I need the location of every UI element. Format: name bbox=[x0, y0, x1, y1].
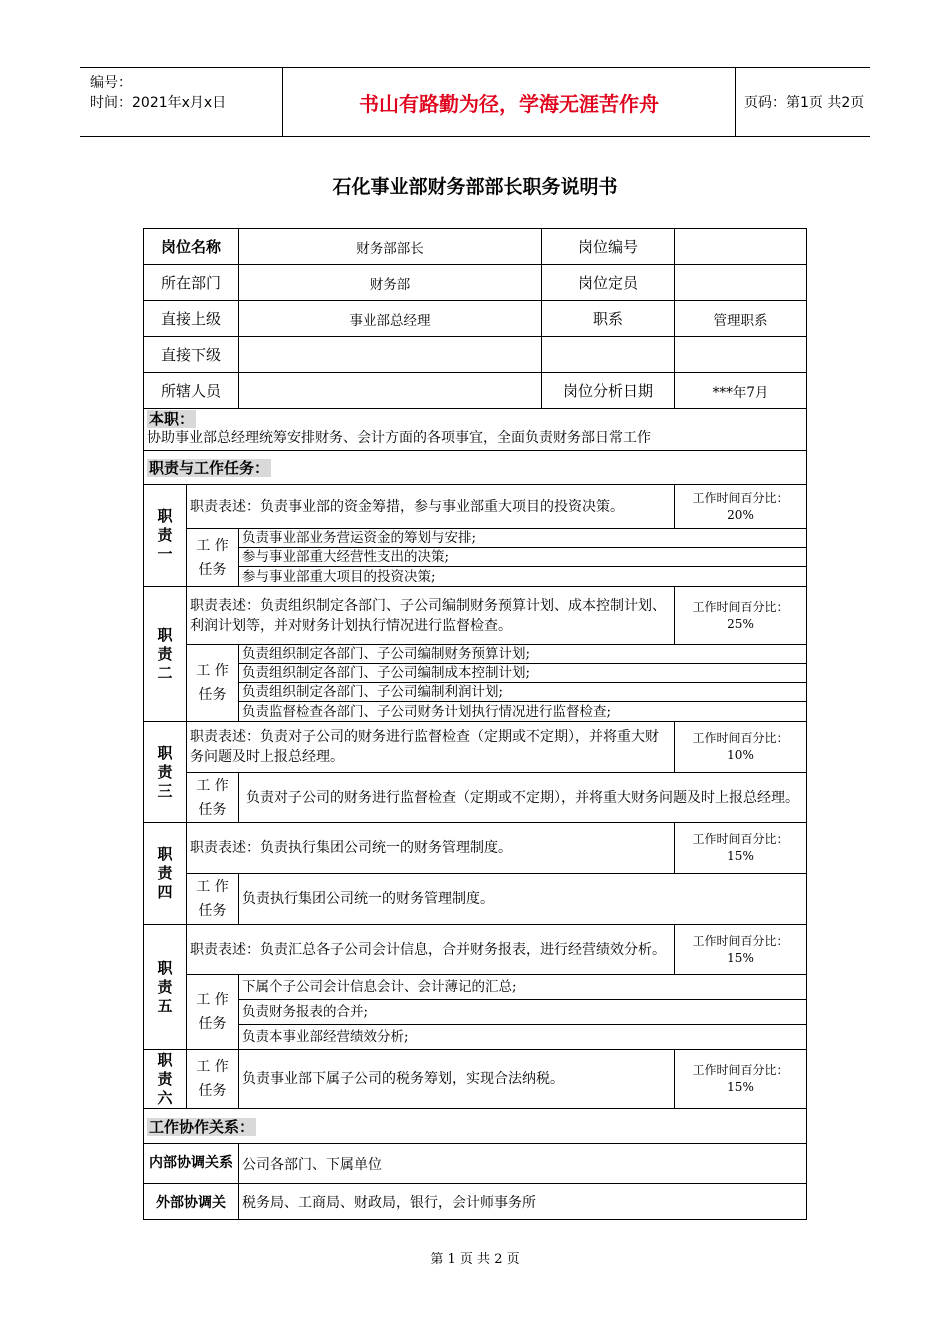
duty-desc-row bbox=[144, 925, 807, 975]
task-label: 工 作 任务 bbox=[187, 1050, 239, 1109]
task-item: 负责组织制定各部门、子公司编制成本控制计划; bbox=[239, 664, 807, 683]
duty-time-percent: 工作时间百分比： 25% bbox=[675, 587, 807, 645]
header-meta bbox=[80, 68, 282, 136]
task-row bbox=[144, 975, 807, 1000]
basic-row bbox=[144, 265, 807, 301]
field-value: 管理职系 bbox=[675, 301, 807, 337]
external-row bbox=[144, 1184, 807, 1220]
role-text: 协助事业部总经理统筹安排财务、会计方面的各项事宜，全面负责财务部日常工作 bbox=[147, 430, 651, 446]
duty-description: 职责表述：负责汇总各子公司会计信息，合并财务报表，进行经营绩效分析。 bbox=[187, 925, 675, 975]
field-value: 财务部部长 bbox=[239, 229, 542, 265]
task-item: 负责组织制定各部门、子公司编制利润计划; bbox=[239, 683, 807, 702]
task-item: 负责执行集团公司统一的财务管理制度。 bbox=[239, 874, 807, 925]
field-label: 岗位分析日期 bbox=[542, 373, 675, 409]
header-page-number: 页码：第1页 共2页 bbox=[744, 95, 865, 111]
header-motto: 书山有路勤为径，学海无涯苦作舟 bbox=[282, 68, 736, 136]
task-item: 负责组织制定各部门、子公司编制财务预算计划; bbox=[239, 645, 807, 664]
task-item: 负责事业部下属子公司的税务筹划，实现合法纳税。 bbox=[239, 1050, 675, 1109]
duty-desc-row bbox=[144, 722, 807, 773]
basic-row bbox=[144, 229, 807, 265]
duty-time-percent: 工作时间百分比： 20% bbox=[675, 485, 807, 529]
field-value bbox=[239, 337, 542, 373]
task-label: 工 作 任务 bbox=[187, 874, 239, 925]
field-value: 财务部 bbox=[239, 265, 542, 301]
duty-desc-row bbox=[144, 485, 807, 529]
field-value bbox=[675, 265, 807, 301]
task-row bbox=[144, 1000, 807, 1025]
basic-row bbox=[144, 373, 807, 409]
duty-name: 职责六 bbox=[144, 1050, 187, 1109]
duty-desc-row bbox=[144, 587, 807, 645]
task-item: 负责监督检查各部门、子公司财务计划执行情况进行监督检查; bbox=[239, 702, 807, 722]
field-label: 直接上级 bbox=[144, 301, 239, 337]
internal-label: 内部协调关系 bbox=[144, 1144, 239, 1184]
duty-name: 职责五 bbox=[144, 925, 187, 1050]
duty-name: 职责四 bbox=[144, 823, 187, 925]
task-row bbox=[144, 548, 807, 567]
duty-time-percent: 工作时间百分比： 15% bbox=[675, 1050, 807, 1109]
field-value bbox=[675, 229, 807, 265]
task-label: 工 作 任务 bbox=[187, 645, 239, 722]
duty-name: 职责一 bbox=[144, 485, 187, 587]
duty-description: 职责表述：负责执行集团公司统一的财务管理制度。 bbox=[187, 823, 675, 874]
duty-description: 职责表述：负责对子公司的财务进行监督检查（定期或不定期），并将重大财务问题及时上报总经理。 bbox=[187, 722, 675, 773]
task-item: 负责对子公司的财务进行监督检查（定期或不定期），并将重大财务问题及时上报总经理。 bbox=[239, 773, 807, 823]
duty-time-percent: 工作时间百分比： 15% bbox=[675, 925, 807, 975]
task-label: 工 作 任务 bbox=[187, 773, 239, 823]
field-value bbox=[675, 337, 807, 373]
duties-header-row bbox=[144, 451, 807, 485]
duty-time-percent: 工作时间百分比： 15% bbox=[675, 823, 807, 874]
task-row bbox=[144, 683, 807, 702]
page-footer: 第 1 页 共 2 页 bbox=[430, 1252, 520, 1267]
basic-row bbox=[144, 301, 807, 337]
role-row bbox=[144, 409, 807, 451]
field-value: 事业部总经理 bbox=[239, 301, 542, 337]
doc-time-label: 时间：2021年x月x日 bbox=[90, 95, 227, 111]
field-label bbox=[542, 337, 675, 373]
duty-time-percent: 工作时间百分比： 10% bbox=[675, 722, 807, 773]
page-header bbox=[80, 67, 870, 137]
task-item: 负责财务报表的合并; bbox=[239, 1000, 807, 1025]
duties-header: 职责与工作任务： bbox=[144, 451, 807, 485]
task-row bbox=[144, 773, 807, 823]
role-cell bbox=[144, 409, 807, 451]
field-label: 职系 bbox=[542, 301, 675, 337]
task-row bbox=[144, 529, 807, 548]
role-label: 本职： bbox=[149, 410, 195, 428]
field-label: 直接下级 bbox=[144, 337, 239, 373]
field-value: ***年7月 bbox=[675, 373, 807, 409]
doc-number-label: 编号： bbox=[90, 75, 132, 91]
internal-value: 公司各部门、下属单位 bbox=[239, 1144, 807, 1184]
document-title: 石化事业部财务部部长职务说明书 bbox=[332, 176, 618, 198]
task-item: 参与事业部重大项目的投资决策; bbox=[239, 567, 807, 587]
duty-description: 职责表述：负责事业部的资金筹措，参与事业部重大项目的投资决策。 bbox=[187, 485, 675, 529]
cooperation-header-row bbox=[144, 1109, 807, 1144]
duty-name: 职责三 bbox=[144, 722, 187, 823]
duty-desc-row bbox=[144, 1050, 807, 1109]
task-item: 下属个子公司会计信息会计、会计薄记的汇总; bbox=[239, 975, 807, 1000]
external-label: 外部协调关 bbox=[144, 1184, 239, 1220]
task-label: 工 作 任务 bbox=[187, 975, 239, 1050]
field-label: 所在部门 bbox=[144, 265, 239, 301]
field-label: 岗位编号 bbox=[542, 229, 675, 265]
field-label: 岗位定员 bbox=[542, 265, 675, 301]
job-description-table bbox=[143, 228, 807, 1220]
field-label: 岗位名称 bbox=[144, 229, 239, 265]
task-row bbox=[144, 645, 807, 664]
task-row bbox=[144, 1025, 807, 1050]
task-row bbox=[144, 664, 807, 683]
duty-desc-row bbox=[144, 823, 807, 874]
field-value bbox=[239, 373, 542, 409]
internal-row bbox=[144, 1144, 807, 1184]
basic-row bbox=[144, 337, 807, 373]
task-row bbox=[144, 702, 807, 722]
task-row bbox=[144, 874, 807, 925]
task-item: 负责事业部业务营运资金的筹划与安排; bbox=[239, 529, 807, 548]
task-item: 负责本事业部经营绩效分析; bbox=[239, 1025, 807, 1050]
field-label: 所辖人员 bbox=[144, 373, 239, 409]
cooperation-header: 工作协作关系： bbox=[144, 1109, 807, 1144]
duty-description: 职责表述：负责组织制定各部门、子公司编制财务预算计划、成本控制计划、利润计划等，并对财务计划执行情况进行监督检查。 bbox=[187, 587, 675, 645]
duty-name: 职责二 bbox=[144, 587, 187, 722]
task-item: 参与事业部重大经营性支出的决策; bbox=[239, 548, 807, 567]
external-value: 税务局、工商局、财政局，银行，会计师事务所 bbox=[239, 1184, 807, 1220]
task-label: 工 作 任务 bbox=[187, 529, 239, 587]
task-row bbox=[144, 567, 807, 587]
